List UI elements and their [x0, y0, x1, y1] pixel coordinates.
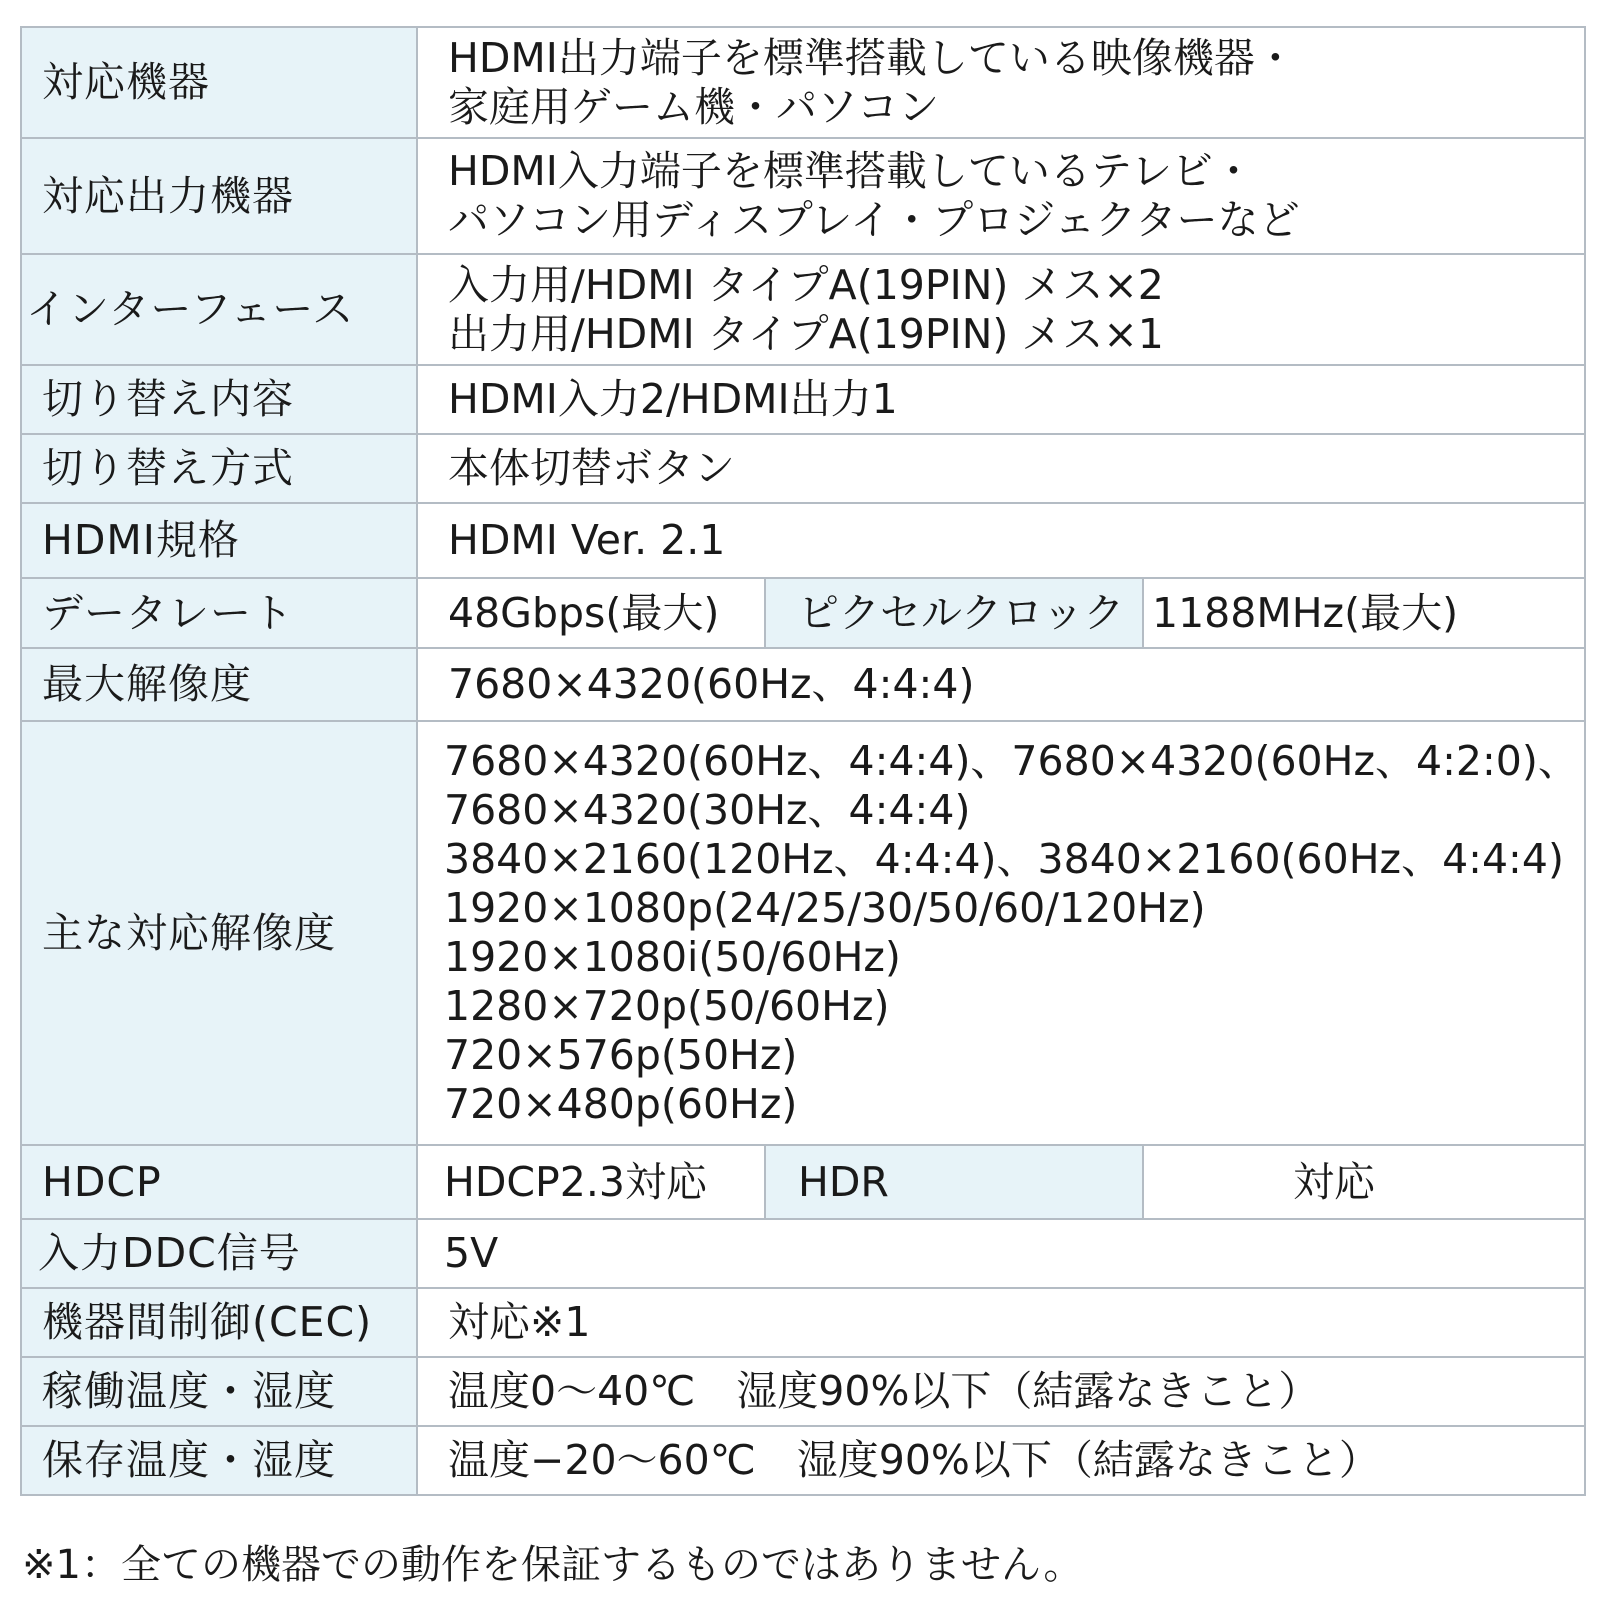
row-cec: [21, 1288, 1585, 1357]
pixel-clock-value: 1188MHz(最大): [1143, 578, 1585, 648]
ddc-signal-label: 入力DDC信号: [21, 1219, 417, 1288]
switch-method-label: 切り替え方式: [21, 434, 417, 503]
storage-env-label: 保存温度・湿度: [21, 1426, 417, 1495]
hdmi-standard-value: HDMI Ver. 2.1: [417, 503, 1585, 578]
switch-content-value: HDMI入力2/HDMI出力1: [417, 365, 1585, 434]
operating-env-value: 温度0～40℃ 湿度90%以下（結露なきこと）: [417, 1357, 1585, 1426]
row-interface: [21, 254, 1585, 365]
output-devices-label: 対応出力機器: [21, 138, 417, 254]
row-hdcp: [21, 1145, 1585, 1219]
interface-label: インターフェース: [21, 254, 417, 365]
ddc-signal-value: 5V: [417, 1219, 1585, 1288]
interface-line-1: 入力用/HDMI タイプA(19PIN) メス×2: [448, 260, 1164, 309]
max-resolution-value: 7680×4320(60Hz、4:4:4): [417, 648, 1585, 721]
footnote: ※1：全ての機器での動作を保証するものではありません。: [22, 1542, 1084, 1588]
row-operating-env: [21, 1357, 1585, 1426]
supported-resolution-line: 720×576p(50Hz): [444, 1031, 798, 1079]
row-max-resolution: [21, 648, 1585, 721]
compatible-devices-line-2: 家庭用ゲーム機・パソコン: [448, 82, 940, 131]
max-resolution-label: 最大解像度: [21, 648, 417, 721]
row-storage-env: [21, 1426, 1585, 1495]
output-devices-value: [417, 138, 1585, 254]
row-supported-resolutions: [21, 721, 1585, 1145]
hdmi-standard-label: HDMI規格: [21, 503, 417, 578]
data-rate-value: 48Gbps(最大): [417, 578, 765, 648]
compatible-devices-label: 対応機器: [21, 27, 417, 138]
output-devices-line-1: HDMI入力端子を標準搭載しているテレビ・: [448, 147, 1255, 195]
supported-resolution-line: 7680×4320(60Hz、4:4:4)、7680×4320(60Hz、4:2:0)、: [444, 737, 1579, 785]
operating-env-label: 稼働温度・湿度: [21, 1357, 417, 1426]
hdcp-label: HDCP: [21, 1145, 417, 1219]
supported-resolutions-label: 主な対応解像度: [21, 721, 417, 1145]
supported-resolution-line: 7680×4320(30Hz、4:4:4): [444, 786, 971, 834]
hdr-label: HDR: [765, 1145, 1143, 1219]
compatible-devices-line-1: HDMI出力端子を標準搭載している映像機器・: [448, 33, 1296, 82]
supported-resolutions-value: [417, 721, 1585, 1145]
supported-resolution-line: 3840×2160(120Hz、4:4:4)、3840×2160(60Hz、4:4:4): [444, 835, 1564, 883]
row-hdmi-standard: [21, 503, 1585, 578]
supported-resolution-line: 1920×1080p(24/25/30/50/60/120Hz): [444, 884, 1206, 932]
row-ddc-signal: [21, 1219, 1585, 1288]
switch-content-label: 切り替え内容: [21, 365, 417, 434]
hdr-value: 対応: [1143, 1145, 1585, 1219]
cec-value: 対応※1: [417, 1288, 1585, 1357]
cec-label: 機器間制御(CEC): [21, 1288, 417, 1357]
row-output-devices: [21, 138, 1585, 254]
row-data-rate: [21, 578, 1585, 648]
storage-env-value: 温度−20～60℃ 湿度90%以下（結露なきこと）: [417, 1426, 1585, 1495]
output-devices-line-2: パソコン用ディスプレイ・プロジェクターなど: [448, 196, 1300, 244]
hdcp-value: HDCP2.3対応: [417, 1145, 765, 1219]
supported-resolution-line: 1280×720p(50/60Hz): [444, 982, 890, 1030]
supported-resolution-line: 720×480p(60Hz): [444, 1080, 798, 1128]
spec-table: [20, 26, 1586, 1496]
pixel-clock-label: ピクセルクロック: [765, 578, 1143, 648]
compatible-devices-value: [417, 27, 1585, 138]
row-compatible-devices: [21, 27, 1585, 138]
switch-method-value: 本体切替ボタン: [417, 434, 1585, 503]
data-rate-label: データレート: [21, 578, 417, 648]
interface-line-2: 出力用/HDMI タイプA(19PIN) メス×1: [448, 309, 1164, 358]
interface-value: [417, 254, 1585, 365]
supported-resolution-line: 1920×1080i(50/60Hz): [444, 933, 901, 981]
row-switch-content: [21, 365, 1585, 434]
row-switch-method: [21, 434, 1585, 503]
